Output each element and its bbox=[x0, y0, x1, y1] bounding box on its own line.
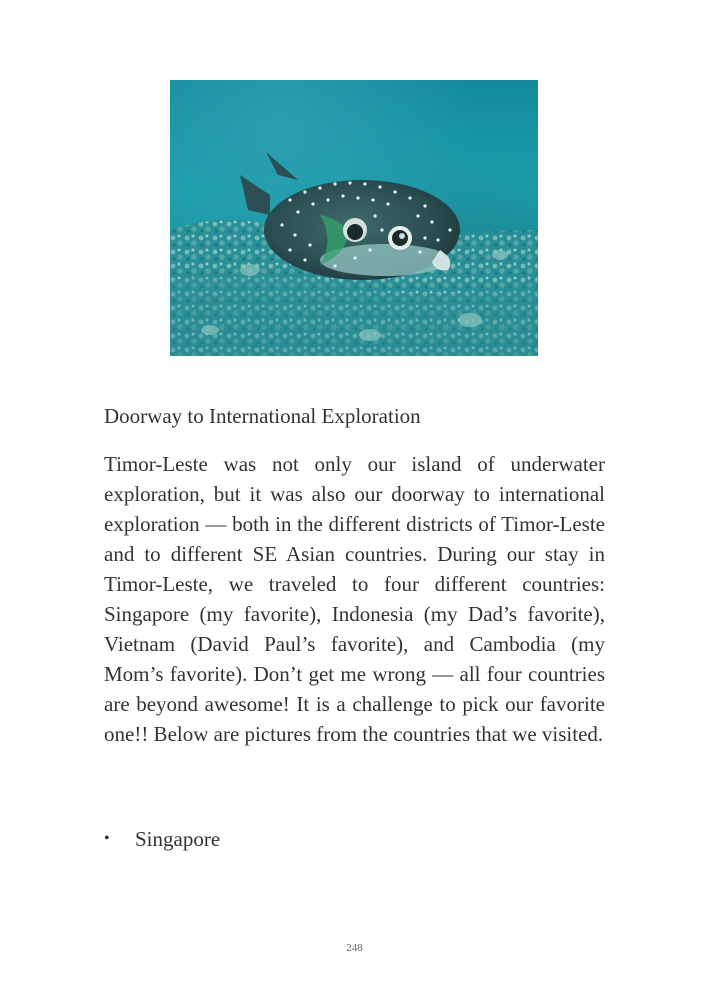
underwater-scene-illustration bbox=[170, 80, 538, 356]
bullet-text-singapore: Singapore bbox=[135, 827, 221, 851]
list-item bbox=[104, 824, 604, 854]
page-number: 248 bbox=[346, 942, 363, 954]
bullet-marker: • bbox=[104, 830, 110, 847]
pufferfish-photo bbox=[170, 80, 538, 356]
section-heading: Doorway to International Exploration bbox=[104, 404, 421, 428]
body-paragraph: Timor-Leste was not only our island of underwater exploration, but it was also our doorway to international exploration — both in the different districts of Timor-Leste and to different SE Asian countries. During our stay in Timor-Leste, we traveled to four different countries: Singapore (my favorite), Indonesia (my Dad’s favorite), Vietnam (David Paul’s favorite), and Cambodia (my Mom’s favorite). Don’t get me wrong — all four countries are beyond awesome! It is a challenge to pick our favorite one!! Below are pictures from the countries that we visited. bbox=[104, 452, 605, 746]
